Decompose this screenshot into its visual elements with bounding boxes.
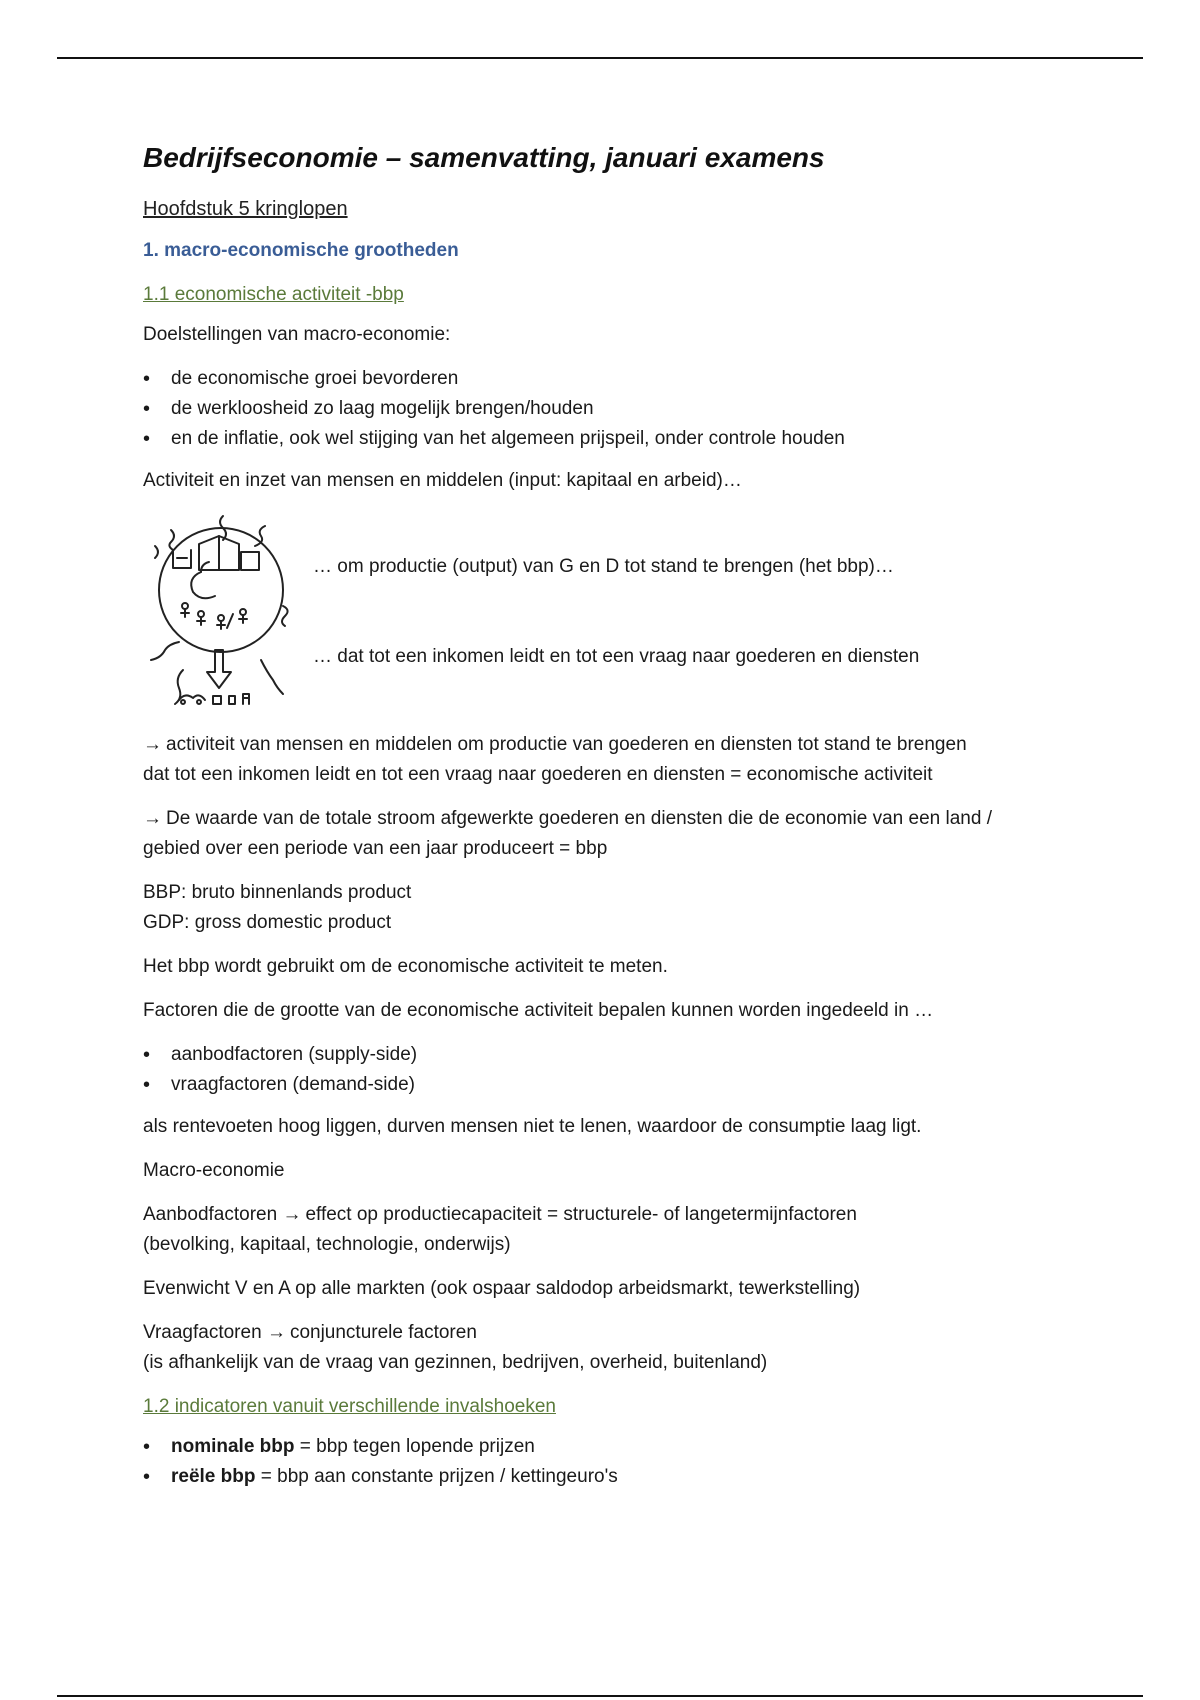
indicators-list (143, 1432, 1083, 1492)
goals-intro: Doelstellingen van macro-economie: (143, 324, 451, 345)
figure-text-output: … om productie (output) van G en D tot stand te brengen (het bbp)… (313, 556, 894, 577)
goals-list (143, 364, 1083, 454)
figure-captions (303, 510, 919, 672)
list-item: • de werkloosheid zo laag mogelijk brengen/houden (143, 394, 1083, 424)
macro-line: Macro-economie (143, 1160, 285, 1181)
section-heading-1: 1. macro-economische grootheden (143, 240, 459, 261)
demand-examples: (is afhankelijk van de vraag van gezinnen, bedrijven, overheid, buitenland) (143, 1352, 768, 1373)
chapter-heading: Hoofdstuk 5 kringlopen (143, 198, 348, 220)
list-item: • en de inflatie, ook wel stijging van het algemeen prijspeil, onder controle houden (143, 424, 1083, 454)
document-title: Bedrijfseconomie – samenvatting, januari examens (143, 142, 825, 173)
indicator-term: reële bbp (171, 1466, 256, 1487)
definition-line: gebied over een periode van een jaar produceert = bbp (143, 838, 608, 859)
subsection-heading-1-1: 1.1 economische activiteit -bbp (143, 284, 404, 305)
arrow-icon: → (282, 1204, 302, 1225)
demand-label: Vraagfactoren (143, 1322, 262, 1343)
list-item (143, 1462, 1083, 1492)
measure-line: Het bbp wordt gebruikt om de economische activiteit te meten. (143, 956, 668, 977)
supply-label: Aanbodfactoren (143, 1204, 278, 1225)
list-item (143, 1432, 1083, 1462)
definition-bbp (143, 804, 1083, 864)
subsection-heading-1-2: 1.2 indicatoren vanuit verschillende invalshoeken (143, 1396, 556, 1417)
supply-factors (143, 1200, 1083, 1260)
list-item: • aanbodfactoren (supply-side) (143, 1040, 1083, 1070)
definition-line: activiteit van mensen en middelen om productie van goederen en diensten tot stand te brengen (166, 734, 967, 755)
economy-sketch-image (143, 510, 303, 720)
supply-examples: (bevolking, kapitaal, technologie, onderwijs) (143, 1234, 511, 1255)
supply-desc: effect op productiecapaciteit = structurele- of langetermijnfactoren (305, 1204, 857, 1225)
economy-figure-row (143, 510, 1083, 720)
equilibrium-line: Evenwicht V en A op alle markten (ook ospaar saldodop arbeidsmarkt, tewerkstelling) (143, 1278, 861, 1299)
demand-factors (143, 1318, 1083, 1378)
interest-line: als rentevoeten hoog liggen, durven mensen niet te lenen, waardoor de consumptie laag ligt. (143, 1116, 922, 1137)
arrow-icon: → (266, 1322, 286, 1343)
top-rule (57, 57, 1143, 59)
figure-text-income: … dat tot een inkomen leidt en tot een vraag naar goederen en diensten (313, 646, 920, 667)
factors-intro: Factoren die de grootte van de economische activiteit bepalen kunnen worden ingedeeld in … (143, 1000, 934, 1021)
definition-economic-activity (143, 730, 1083, 790)
arrow-icon: → (143, 808, 162, 829)
activity-intro: Activiteit en inzet van mensen en middelen (input: kapitaal en arbeid)… (143, 470, 742, 491)
arrow-icon: → (143, 734, 162, 755)
gdp-line: GDP: gross domestic product (143, 912, 392, 933)
indicator-desc: = bbp aan constante prijzen / kettingeuro's (255, 1466, 618, 1487)
indicator-term: nominale bbp (171, 1436, 295, 1457)
document-body (143, 140, 1083, 1504)
factors-list (143, 1040, 1083, 1100)
definition-line: De waarde van de totale stroom afgewerkte goederen en diensten die de economie van een land / (166, 808, 992, 829)
indicator-desc: = bbp tegen lopende prijzen (294, 1436, 535, 1457)
bbp-line: BBP: bruto binnenlands product (143, 882, 412, 903)
definition-line: dat tot een inkomen leidt en tot een vraag naar goederen en diensten = economische activiteit (143, 764, 933, 785)
abbreviations (143, 878, 1083, 938)
demand-desc: conjuncturele factoren (289, 1322, 477, 1343)
list-item: • de economische groei bevorderen (143, 364, 1083, 394)
bottom-rule (57, 1695, 1143, 1697)
list-item: • vraagfactoren (demand-side) (143, 1070, 1083, 1100)
